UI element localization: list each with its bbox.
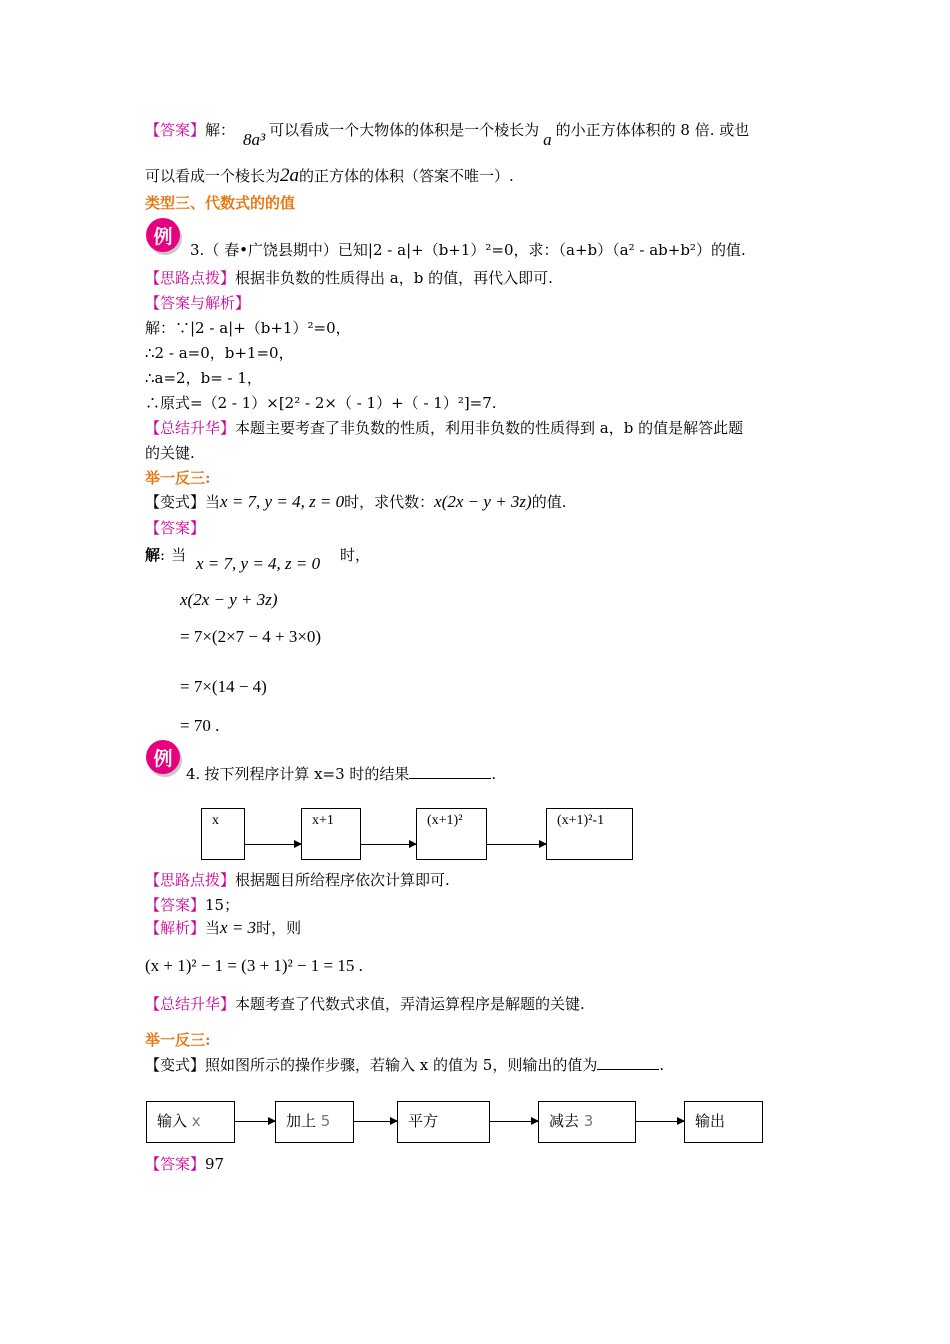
flow2-box-square-label: 平方 [408, 1112, 439, 1130]
q4-hint-tag: 【思路点拨】 [145, 871, 236, 889]
q4-summary-line [145, 994, 585, 1014]
flow2-box-input-label: 输入 [157, 1112, 192, 1130]
flow1-box-square: (x+1)² [416, 808, 487, 860]
practice1-answer-tag: 【答案】 [145, 519, 206, 537]
q4-analysis-cond: x = 3 [220, 918, 257, 937]
practice1-text-a: 当 [205, 493, 221, 511]
flow1-arrow-1 [245, 844, 301, 845]
q4-answer: 15； [205, 896, 240, 914]
q4-summary: 本题考查了代数式求值，弄清运算程序是解题的关键. [235, 995, 585, 1013]
q4-question [186, 764, 496, 784]
practice1-line-3: = 7×(14 − 4) [180, 677, 267, 696]
flow2-box-subtract [538, 1101, 636, 1143]
practice1-question [145, 492, 566, 512]
example-badge-3: 例 [146, 218, 180, 252]
q4-text: 按下列程序计算 x=3 时的结果 [204, 765, 410, 783]
q4-answer-line [145, 895, 239, 915]
answer-intro-line-2 [145, 166, 514, 186]
example-badge-4: 例 [146, 740, 180, 774]
section-title: 类型三、代数式的的值 [145, 194, 296, 212]
practice1-line-4: = 70 . [180, 716, 220, 735]
flow2-box-add-hint: 5 [320, 1112, 331, 1130]
practice1-sol-colon: : [160, 546, 166, 564]
answer-text-1: 可以看成一个大物体的体积是一个棱长为 [269, 121, 540, 139]
q4-analysis-tag: 【解析】 [145, 919, 206, 937]
practice1-line-2: = 7×(2×7 − 4 + 3×0) [180, 627, 322, 646]
q4-end: . [491, 765, 497, 783]
flow1-box-x: x [201, 808, 245, 860]
q4-answer-tag: 【答案】 [145, 896, 206, 914]
q3-step-3: ∴a=2，b= - 1， [145, 369, 262, 387]
flow2-arrow-4 [636, 1121, 684, 1122]
practice1-solution-lead [145, 545, 186, 565]
expr-2a: 2a [280, 165, 300, 186]
answer-lead: 解： [205, 121, 236, 139]
q3-question [190, 240, 746, 260]
practice2-title: 举一反三: [145, 1031, 211, 1049]
flow2-box-input-hint: x [191, 1112, 201, 1130]
answer-line2-b: 的正方体的体积（答案不唯一）. [299, 167, 514, 185]
q4-blank [409, 778, 491, 779]
q3-step-1: 解：∵|2 - a|+（b+1）²=0， [145, 319, 351, 337]
q3-step-4: ∴原式=（2 - 1）×[2² - 2×（ - 1）+（ - 1）²]=7. [145, 394, 497, 412]
practice2-blank [597, 1069, 659, 1070]
q3-summary-tag: 【总结升华】 [145, 419, 236, 437]
flow2-arrow-2 [354, 1121, 397, 1122]
q3-hint: 根据非负数的性质得出 a，b 的值，再代入即可. [235, 269, 553, 287]
practice2-tag: 【变式】 [145, 1056, 206, 1074]
q3-summary-line-1 [145, 418, 743, 438]
flow2-box-add-label: 加上 [286, 1112, 321, 1130]
q4-hint-line [145, 870, 450, 890]
flow2-box-subtract-label: 减去 [549, 1112, 584, 1130]
expr-8a3: 8a³ [243, 130, 266, 149]
var-a: a [543, 130, 552, 149]
practice2-text: 照如图所示的操作步骤，若输入 x 的值为 5，则输出的值为 [205, 1056, 598, 1074]
q3-summary-1: 本题主要考查了非负数的性质，利用非负数的性质得到 a，b 的值是解答此题 [235, 419, 744, 437]
practice1-expr: x(2x − y + 3z) [434, 492, 532, 511]
q4-summary-tag: 【总结升华】 [145, 995, 236, 1013]
flow2-box-square [397, 1101, 490, 1143]
answer-tag: 【答案】 [145, 121, 206, 139]
q3-hint-tag: 【思路点拨】 [145, 269, 236, 287]
q4-calc: (x + 1)² − 1 = (3 + 1)² − 1 = 15 . [145, 956, 363, 975]
q4-number: 4. [186, 765, 201, 783]
q3-number: 3. [190, 241, 205, 259]
flow2-box-add [275, 1101, 354, 1143]
practice1-sol-when: 当 [171, 546, 187, 564]
answer-line2-a: 可以看成一个棱长为 [145, 167, 281, 185]
practice2-answer-line [145, 1154, 224, 1174]
flow2-box-output-label: 输出 [695, 1112, 726, 1130]
flow2-arrow-3 [490, 1121, 538, 1122]
practice1-text-c: 的值. [531, 493, 567, 511]
q3-summary-2: 的关键. [145, 444, 195, 462]
q4-analysis-line [145, 918, 301, 938]
flow1-arrow-2 [361, 844, 416, 845]
practice1-sol-lead: 解 [145, 546, 161, 564]
practice1-tag: 【变式】 [145, 493, 206, 511]
flow1-box-x-plus-1: x+1 [301, 808, 361, 860]
practice2-end: . [659, 1056, 665, 1074]
q3-hint-line [145, 268, 553, 288]
practice2-answer-tag: 【答案】 [145, 1155, 206, 1173]
flow2-arrow-1 [235, 1121, 275, 1122]
flow1-arrow-3 [487, 844, 546, 845]
practice1-sol-time: 时， [340, 546, 371, 564]
q4-analysis-b: 时，则 [256, 919, 302, 937]
answer-intro-line-1 [145, 120, 750, 149]
q4-hint: 根据题目所给程序依次计算即可. [235, 871, 450, 889]
answer-text-2: 的小正方体体积的 8 倍. 或也 [555, 121, 750, 139]
practice1-title: 举一反三: [145, 469, 211, 487]
practice1-line-1: x(2x − y + 3z) [180, 590, 278, 609]
q3-solution-tag: 【答案与解析】 [145, 294, 251, 312]
flow2-box-input [146, 1101, 235, 1143]
q3-step-2: ∴2 - a=0，b+1=0， [145, 344, 294, 362]
flow2-box-output [684, 1101, 763, 1143]
practice2-question [145, 1055, 664, 1075]
q4-analysis-a: 当 [205, 919, 221, 937]
flow1-box-result: (x+1)²-1 [546, 808, 633, 860]
practice2-answer: 97 [205, 1155, 225, 1173]
practice1-cond: x = 7, y = 4, z = 0 [220, 492, 345, 511]
practice1-sol-cond: x = 7, y = 4, z = 0 [196, 554, 321, 573]
practice1-text-b: 时，求代数： [344, 493, 435, 511]
q3-text: （ 春•广饶县期中）已知|2 - a|+（b+1）²=0，求：（a+b）（a² - ab+b²）的值. [204, 241, 746, 259]
flow2-box-subtract-hint: 3 [583, 1112, 594, 1130]
